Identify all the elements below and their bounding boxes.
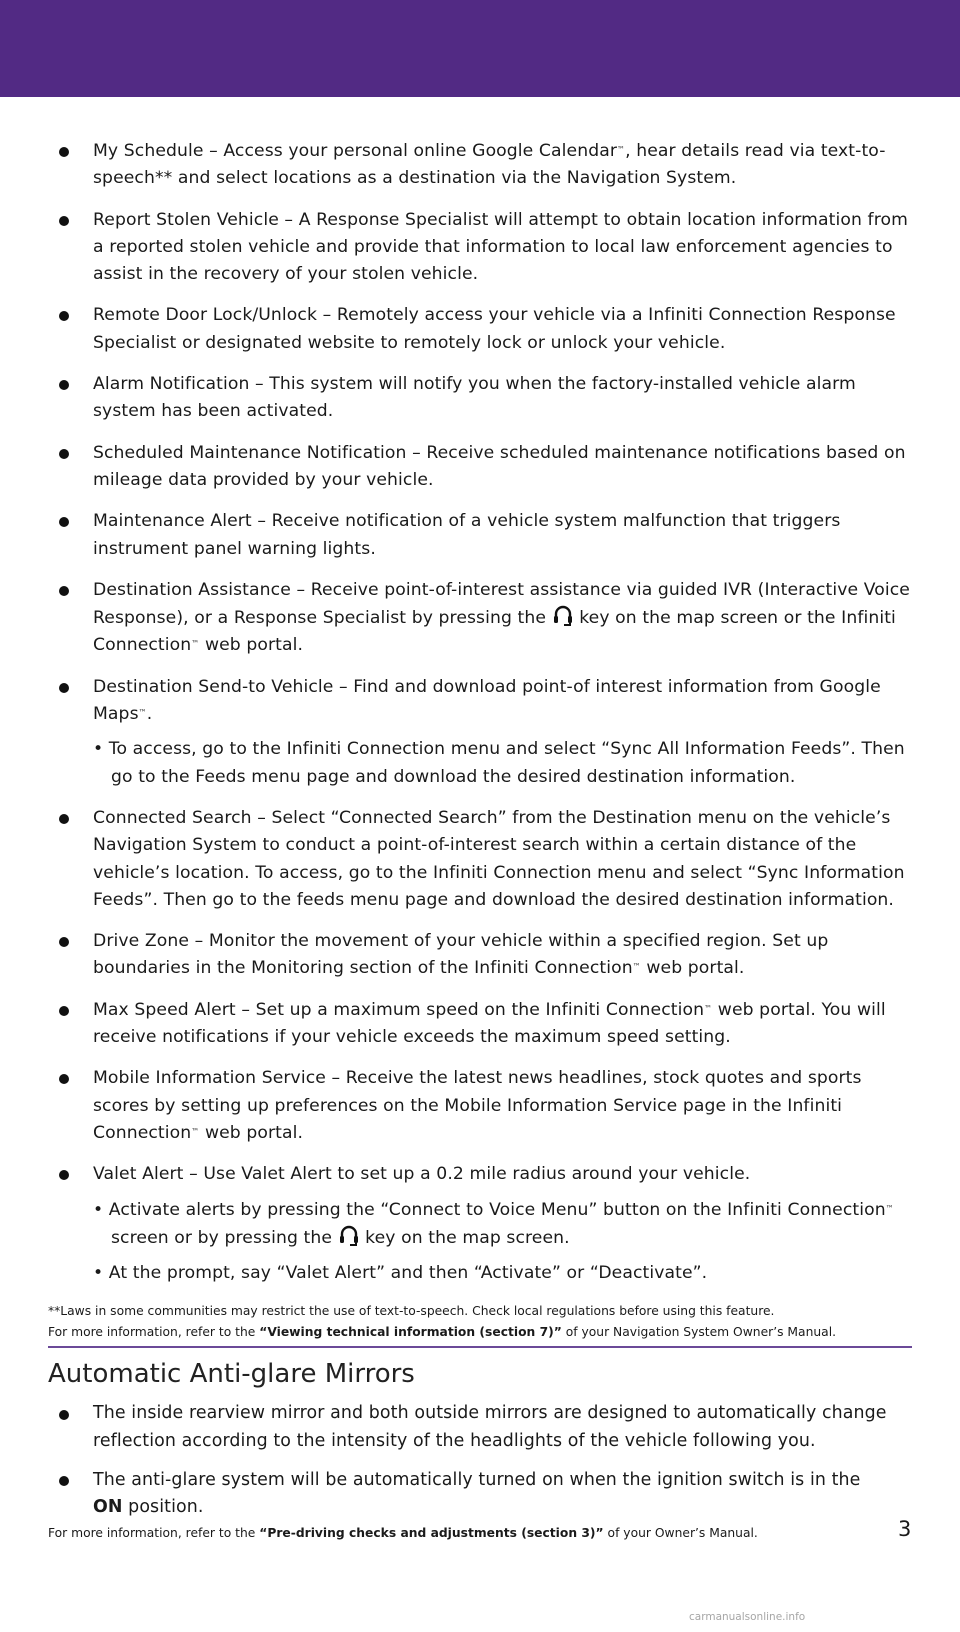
bullet-icon (59, 449, 69, 459)
list-item-valet-alert: Valet Alert – Use Valet Alert to set up a 0.2 mile radius around your vehicle. • Activate alerts by pressing the “Connect to Voice Menu” button on the Infiniti Connection™ screen or by pressing the key on the map screen. • At the prompt, say “Valet Alert” and then “Activate” or “Deactivate”. (48, 1161, 918, 1287)
list-item-max-speed-alert: Max Speed Alert – Set up a maximum speed on the Infiniti Connection™ web portal. You will receive notifications if your vehicle exceeds the maximum speed setting. (48, 997, 918, 1052)
list-item-mirror-reflection: The inside rearview mirror and both outside mirrors are designed to automatically change reflection according to the intensity of the headlights of the vehicle following you. (48, 1400, 918, 1456)
page-number: 3 (898, 1517, 912, 1541)
bullet-icon (59, 216, 69, 226)
bullet-icon (59, 1170, 69, 1180)
bullet-icon (59, 1006, 69, 1016)
anti-glare-section (48, 1352, 918, 1533)
owners-manual-reference: For more information, refer to the “Pre-driving checks and adjustments (section 3)” of your Owner’s Manual. (48, 1526, 758, 1540)
bullet-icon (59, 311, 69, 321)
bullet-icon (59, 380, 69, 390)
sub-item: • To access, go to the Infiniti Connection menu and select “Sync All Information Feeds”. Then go to the Feeds menu page and download the desired destination information. (93, 739, 905, 787)
headset-icon (338, 1224, 360, 1248)
reference-note: For more information, refer to the “Viewing technical information (section 7)” of your Navigation System Owner’s Manual. (48, 1324, 837, 1339)
bullet-icon (59, 683, 69, 693)
bullet-icon (59, 517, 69, 527)
list-item-scheduled-maintenance: Scheduled Maintenance Notification – Receive scheduled maintenance notifications based on mileage data provided by your vehicle. (48, 440, 918, 495)
bullet-icon (59, 937, 69, 947)
sub-item: • At the prompt, say “Valet Alert” and then “Activate” or “Deactivate”. (93, 1263, 708, 1284)
list-item-destination-assistance: Destination Assistance – Receive point-of-interest assistance via guided IVR (Interactive Voice Response), or a Response Specialist by pressing the key on the map screen or the Infiniti Connection™ web portal. (48, 577, 918, 660)
bullet-icon (59, 814, 69, 824)
list-item-connected-search: Connected Search – Select “Connected Search” from the Destination menu on the vehicle’s Navigation System to conduct a point-of-interest search within a certain distance of the vehicle’s location. To access, go to the Infiniti Connection menu and select “Sync Information Feeds”. Then go to the feeds menu page and download the desired destination information. (48, 805, 918, 914)
list-item-mobile-information-service: Mobile Information Service – Receive the latest news headlines, stock quotes and sports scores by setting up preferences on the Mobile Information Service page in the Infiniti Connection™ web portal. (48, 1065, 918, 1147)
sub-item: • Activate alerts by pressing the “Connect to Voice Menu” button on the Infiniti Connection™ screen or by pressing the key on the map screen. (93, 1199, 894, 1248)
list-item-alarm-notification: Alarm Notification – This system will notify you when the factory-installed vehicle alarm system has been activated. (48, 371, 918, 426)
list-item-maintenance-alert: Maintenance Alert – Receive notification of a vehicle system malfunction that triggers instrument panel warning lights. (48, 508, 918, 563)
list-item-remote-door-lock: Remote Door Lock/Unlock – Remotely access your vehicle via a Infiniti Connection Response Specialist or designated website to remotely lock or unlock your vehicle. (48, 302, 918, 357)
bullet-icon (59, 1074, 69, 1084)
list-item-anti-glare-on: The anti-glare system will be automatically turned on when the ignition switch is in the ON position. (48, 1467, 918, 1523)
section-divider (48, 1346, 912, 1348)
list-item-report-stolen-vehicle: Report Stolen Vehicle – A Response Specialist will attempt to obtain location information from a reported stolen vehicle and provide that information to local law enforcement agencies to assist in the recovery of your stolen vehicle. (48, 207, 918, 289)
laws-note: **Laws in some communities may restrict the use of text-to-speech. Check local regulations before using this feature. (48, 1304, 775, 1319)
list-item-my-schedule: My Schedule – Access your personal online Google Calendar™, hear details read via text-to-speech** and select locations as a destination via the Navigation System. (48, 138, 918, 193)
list-item-destination-send-to-vehicle: Destination Send-to Vehicle – Find and download point-of interest information from Google Maps™. • To access, go to the Infiniti Connection menu and select “Sync All Information Feeds”. Then go to the Feeds menu page and download the desired destination information. (48, 674, 918, 791)
header-band (0, 0, 960, 97)
section-title: Automatic Anti-glare Mirrors (48, 1359, 415, 1389)
feature-list (48, 138, 918, 1342)
bullet-icon (59, 586, 69, 596)
list-item-drive-zone: Drive Zone – Monitor the movement of your vehicle within a specified region. Set up boundaries in the Monitoring section of the Infiniti Connection™ web portal. (48, 928, 918, 983)
footnotes (48, 1301, 918, 1342)
bullet-icon (59, 1410, 69, 1420)
bullet-icon (59, 1476, 69, 1486)
bullet-icon (59, 147, 69, 157)
headset-icon (552, 604, 574, 628)
watermark: carmanualsonline.info (689, 1611, 806, 1623)
